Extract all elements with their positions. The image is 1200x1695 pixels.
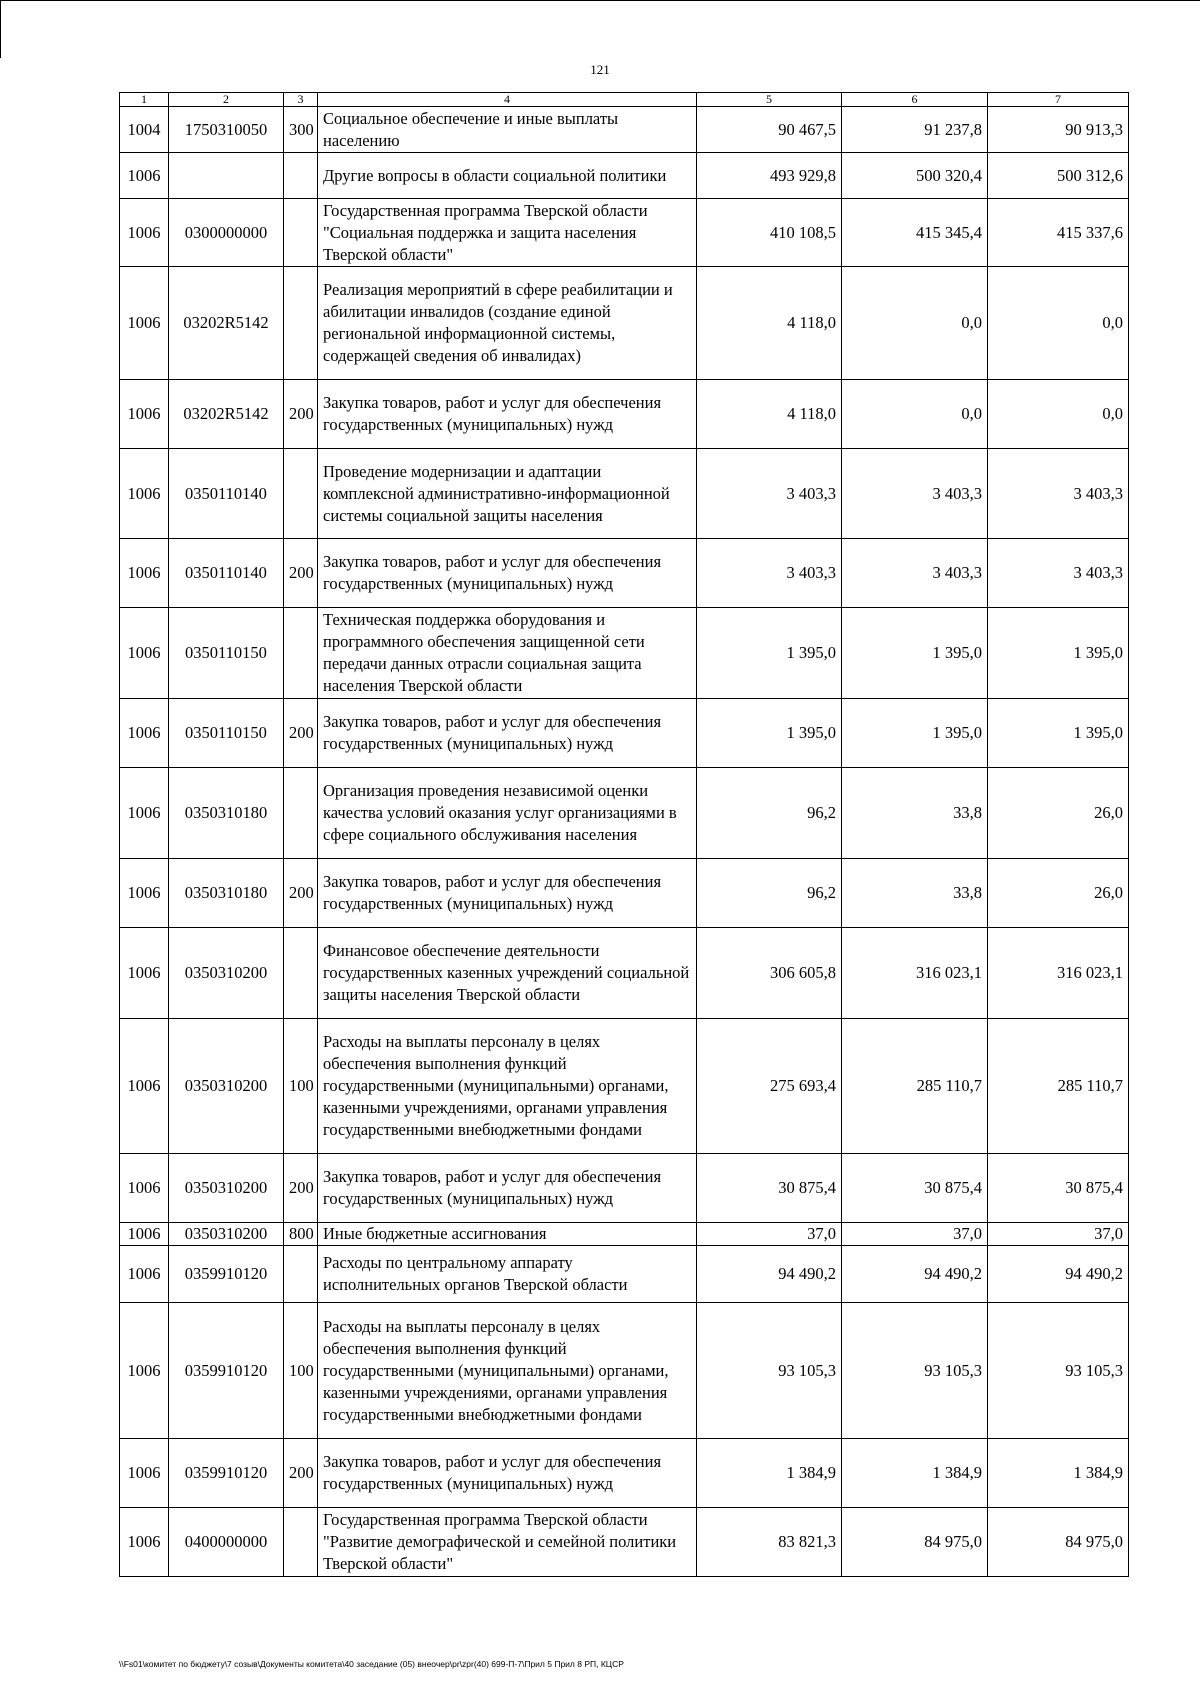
amount-col5: 93 105,3 [697,1303,842,1439]
target-code: 0350310180 [169,859,284,928]
amount-col7: 26,0 [988,859,1129,928]
column-number: 3 [284,93,318,107]
amount-col6: 94 490,2 [842,1246,988,1303]
section-code: 1006 [120,380,169,449]
column-number: 6 [842,93,988,107]
expense-type [284,449,318,539]
target-code: 0350310200 [169,1223,284,1246]
section-code: 1006 [120,153,169,199]
section-code: 1006 [120,928,169,1019]
table-row [120,1223,1129,1246]
item-name: Закупка товаров, работ и услуг для обеспечения государственных (муниципальных) нужд [318,699,697,768]
expense-type [284,608,318,699]
section-code: 1006 [120,199,169,267]
section-code: 1006 [120,699,169,768]
section-code: 1006 [120,1303,169,1439]
amount-col5: 3 403,3 [697,449,842,539]
item-name: Расходы на выплаты персоналу в целях обеспечения выполнения функций государственными (муниципальными) органами, казенными учреждениями, органами управления государственными внебюджетными фондами [318,1019,697,1154]
target-code: 0350110140 [169,449,284,539]
column-number: 4 [318,93,697,107]
table-row [120,107,1129,153]
scan-edge-left [0,0,1,58]
item-name: Закупка товаров, работ и услуг для обеспечения государственных (муниципальных) нужд [318,1154,697,1223]
amount-col6: 3 403,3 [842,449,988,539]
expense-type [284,267,318,380]
table-row [120,1154,1129,1223]
amount-col6: 93 105,3 [842,1303,988,1439]
expense-type: 100 [284,1019,318,1154]
amount-col6: 500 320,4 [842,153,988,199]
amount-col5: 90 467,5 [697,107,842,153]
item-name: Другие вопросы в области социальной политики [318,153,697,199]
amount-col7: 90 913,3 [988,107,1129,153]
expense-type [284,928,318,1019]
expense-type: 800 [284,1223,318,1246]
section-code: 1006 [120,539,169,608]
amount-col6: 84 975,0 [842,1508,988,1577]
item-name: Государственная программа Тверской области "Развитие демографической и семейной политики Тверской области" [318,1508,697,1577]
amount-col6: 0,0 [842,267,988,380]
expense-type: 200 [284,539,318,608]
amount-col5: 1 395,0 [697,699,842,768]
amount-col7: 500 312,6 [988,153,1129,199]
expense-type: 100 [284,1303,318,1439]
table-row [120,539,1129,608]
amount-col5: 1 384,9 [697,1439,842,1508]
amount-col6: 37,0 [842,1223,988,1246]
amount-col6: 285 110,7 [842,1019,988,1154]
table-row [120,768,1129,859]
column-number: 2 [169,93,284,107]
amount-col7: 3 403,3 [988,539,1129,608]
amount-col5: 30 875,4 [697,1154,842,1223]
column-number: 1 [120,93,169,107]
section-code: 1006 [120,1019,169,1154]
target-code: 0300000000 [169,199,284,267]
amount-col6: 1 395,0 [842,608,988,699]
item-name: Закупка товаров, работ и услуг для обеспечения государственных (муниципальных) нужд [318,859,697,928]
target-code: 03202R5142 [169,267,284,380]
target-code: 0350310200 [169,928,284,1019]
section-code: 1006 [120,1439,169,1508]
amount-col6: 3 403,3 [842,539,988,608]
amount-col5: 96,2 [697,768,842,859]
amount-col6: 33,8 [842,768,988,859]
amount-col5: 493 929,8 [697,153,842,199]
amount-col7: 316 023,1 [988,928,1129,1019]
expense-type [284,153,318,199]
expense-type: 200 [284,1154,318,1223]
item-name: Государственная программа Тверской области "Социальная поддержка и защита населения Тверской области" [318,199,697,267]
amount-col6: 1 384,9 [842,1439,988,1508]
section-code: 1006 [120,1246,169,1303]
section-code: 1006 [120,768,169,859]
amount-col6: 33,8 [842,859,988,928]
amount-col5: 410 108,5 [697,199,842,267]
amount-col7: 84 975,0 [988,1508,1129,1577]
amount-col5: 83 821,3 [697,1508,842,1577]
expense-type: 200 [284,1439,318,1508]
column-number-row [120,93,1129,107]
amount-col6: 30 875,4 [842,1154,988,1223]
table-row [120,199,1129,267]
target-code: 0350110140 [169,539,284,608]
table-row [120,380,1129,449]
amount-col7: 94 490,2 [988,1246,1129,1303]
expense-type: 200 [284,380,318,449]
amount-col7: 1 384,9 [988,1439,1129,1508]
table-row [120,859,1129,928]
amount-col6: 91 237,8 [842,107,988,153]
amount-col5: 94 490,2 [697,1246,842,1303]
table-row [120,1508,1129,1577]
amount-col5: 37,0 [697,1223,842,1246]
expense-type [284,199,318,267]
expense-type [284,768,318,859]
scan-edge-top [0,0,1200,1]
expense-type: 200 [284,699,318,768]
amount-col7: 93 105,3 [988,1303,1129,1439]
section-code: 1004 [120,107,169,153]
target-code: 0350310200 [169,1019,284,1154]
target-code: 0350310180 [169,768,284,859]
amount-col5: 1 395,0 [697,608,842,699]
table-row [120,1439,1129,1508]
table-row [120,449,1129,539]
amount-col7: 0,0 [988,380,1129,449]
expense-type: 300 [284,107,318,153]
amount-col7: 0,0 [988,267,1129,380]
section-code: 1006 [120,267,169,380]
amount-col5: 275 693,4 [697,1019,842,1154]
expense-type [284,1246,318,1303]
section-code: 1006 [120,859,169,928]
column-number: 5 [697,93,842,107]
target-code: 0350310200 [169,1154,284,1223]
item-name: Закупка товаров, работ и услуг для обеспечения государственных (муниципальных) нужд [318,539,697,608]
item-name: Закупка товаров, работ и услуг для обеспечения государственных (муниципальных) нужд [318,1439,697,1508]
item-name: Организация проведения независимой оценки качества условий оказания услуг организациями в сфере социального обслуживания населения [318,768,697,859]
item-name: Иные бюджетные ассигнования [318,1223,697,1246]
amount-col7: 1 395,0 [988,699,1129,768]
amount-col6: 0,0 [842,380,988,449]
file-path-footer: \\Fs01\комитет по бюджету\7 созыв\Документы комитета\40 заседание (05) внеочер\pr\zpr(40) 699-П-7\Прил 5 Прил 8 РП, КЦСР [119,1659,624,1669]
target-code [169,153,284,199]
expense-type [284,1508,318,1577]
amount-col5: 4 118,0 [697,380,842,449]
target-code: 0350110150 [169,699,284,768]
section-code: 1006 [120,449,169,539]
table-row [120,928,1129,1019]
item-name: Расходы по центральному аппарату исполнительных органов Тверской области [318,1246,697,1303]
amount-col5: 306 605,8 [697,928,842,1019]
amount-col7: 37,0 [988,1223,1129,1246]
table-row [120,267,1129,380]
column-number: 7 [988,93,1129,107]
table-row [120,699,1129,768]
amount-col7: 285 110,7 [988,1019,1129,1154]
amount-col5: 96,2 [697,859,842,928]
section-code: 1006 [120,1154,169,1223]
target-code: 0359910120 [169,1303,284,1439]
amount-col5: 4 118,0 [697,267,842,380]
section-code: 1006 [120,1508,169,1577]
amount-col5: 3 403,3 [697,539,842,608]
target-code: 0400000000 [169,1508,284,1577]
item-name: Финансовое обеспечение деятельности государственных казенных учреждений социальной защиты населения Тверской области [318,928,697,1019]
item-name: Реализация мероприятий в сфере реабилитации и абилитации инвалидов (создание единой региональной информационной системы, содержащей сведения об инвалидах) [318,267,697,380]
amount-col7: 1 395,0 [988,608,1129,699]
target-code: 03202R5142 [169,380,284,449]
target-code: 0359910120 [169,1246,284,1303]
item-name: Техническая поддержка оборудования и программного обеспечения защищенной сети передачи данных отрасли социальная защита населения Тверской области [318,608,697,699]
amount-col7: 26,0 [988,768,1129,859]
table-row [120,1246,1129,1303]
expense-type: 200 [284,859,318,928]
table-row [120,608,1129,699]
target-code: 0359910120 [169,1439,284,1508]
amount-col7: 30 875,4 [988,1154,1129,1223]
table-row [120,153,1129,199]
page-number: 121 [590,62,610,77]
amount-col7: 3 403,3 [988,449,1129,539]
item-name: Расходы на выплаты персоналу в целях обеспечения выполнения функций государственными (муниципальными) органами, казенными учреждениями, органами управления государственными внебюджетными фондами [318,1303,697,1439]
amount-col6: 415 345,4 [842,199,988,267]
table-row [120,1019,1129,1154]
budget-table [119,92,1129,1577]
target-code: 1750310050 [169,107,284,153]
item-name: Закупка товаров, работ и услуг для обеспечения государственных (муниципальных) нужд [318,380,697,449]
item-name: Социальное обеспечение и иные выплаты населению [318,107,697,153]
amount-col6: 316 023,1 [842,928,988,1019]
section-code: 1006 [120,1223,169,1246]
target-code: 0350110150 [169,608,284,699]
amount-col7: 415 337,6 [988,199,1129,267]
item-name: Проведение модернизации и адаптации комплексной административно-информационной системы социальной защиты населения [318,449,697,539]
amount-col6: 1 395,0 [842,699,988,768]
table-row [120,1303,1129,1439]
section-code: 1006 [120,608,169,699]
